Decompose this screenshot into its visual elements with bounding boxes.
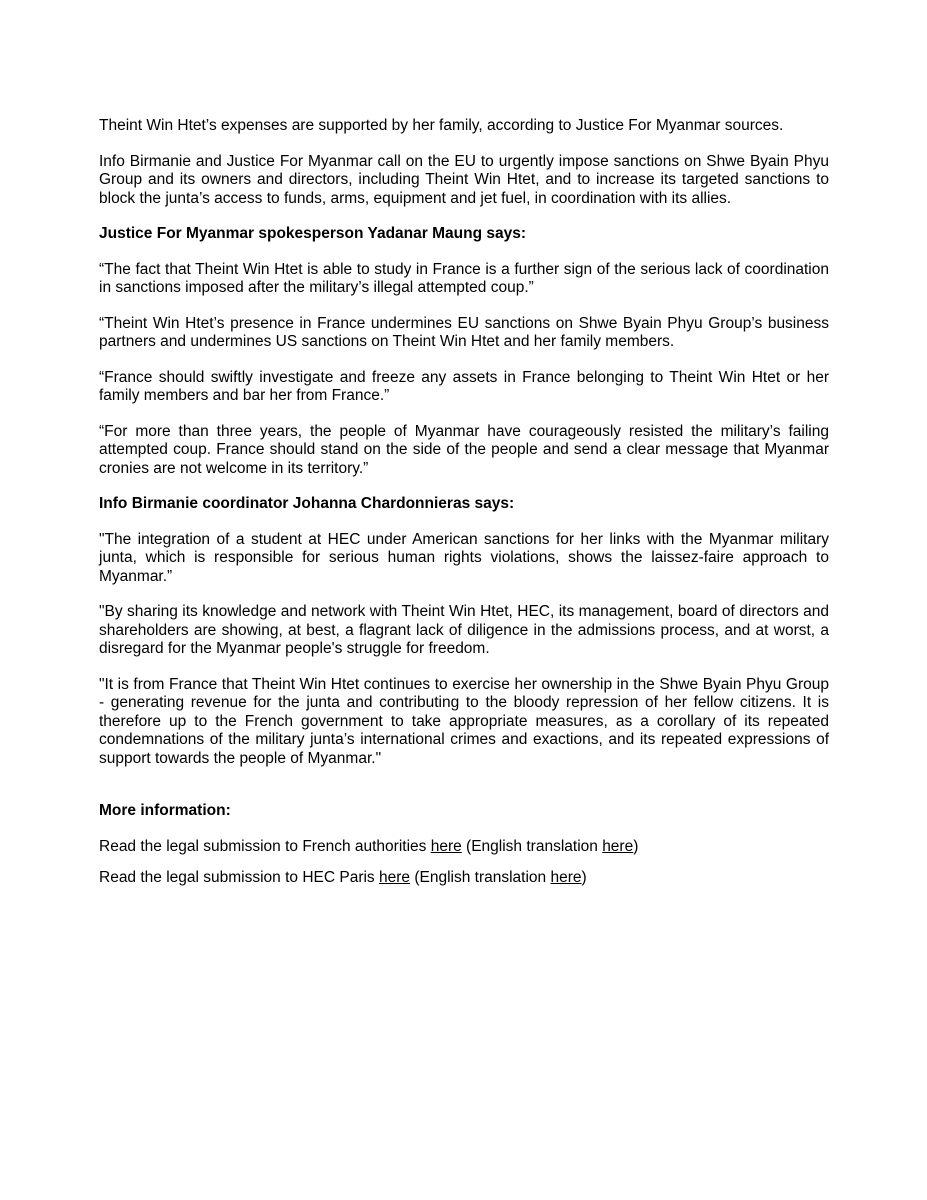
- document-page: [99, 117, 829, 901]
- quote-presence-undermines: “Theint Win Htet’s presence in France undermines EU sanctions on Shwe Byain Phyu Group’s business partners and undermines US sanctions on Theint Win Htet and her family members.: [99, 314, 829, 350]
- quote-sharing-knowledge: "By sharing its knowledge and network with Theint Win Htet, HEC, its management, board of directors and shareholders are showing, at best, a flagrant lack of diligence in the admissions process, and at worst, a disregard for the Myanmar people's struggle for freedom.: [99, 603, 829, 657]
- french-authorities-submission-link[interactable]: here: [430, 837, 462, 855]
- hec-paris-translation-link[interactable]: here: [550, 869, 582, 886]
- paragraph-expenses: Theint Win Htet’s expenses are supported by her family, according to Justice For Myanmar sources.: [99, 117, 784, 134]
- heading-more-information: More information:: [99, 802, 231, 819]
- info-line-french-authorities: [99, 838, 829, 857]
- info-line-prefix: Read the legal submission to HEC Paris: [99, 869, 379, 886]
- paragraph-call-on-eu: Info Birmanie and Justice For Myanmar call on the EU to urgently impose sanctions on Shwe Byain Phyu Group and its owners and directors, including Theint Win Htet, and to increase its targeted sanctions to block the junta’s access to funds, arms, equipment and jet fuel, in coordination with its allies.: [99, 152, 829, 207]
- info-line-suffix: ): [633, 837, 639, 855]
- info-line-hec-paris: [99, 869, 829, 888]
- french-authorities-translation-link[interactable]: here: [602, 837, 634, 855]
- quote-integration-student: "The integration of a student at HEC under American sanctions for her links with the Myanmar military junta, which is responsible for serious human rights violations, shows the laissez-faire approach to Myanmar.”: [99, 530, 829, 585]
- heading-info-birmanie-coordinator: Info Birmanie coordinator Johanna Chardonnieras says:: [99, 495, 515, 512]
- info-line-prefix: Read the legal submission to French authorities: [99, 837, 431, 855]
- info-line-middle: (English translation: [461, 837, 603, 855]
- quote-three-years: “For more than three years, the people of Myanmar have courageously resisted the military’s failing attempted coup. France should stand on the side of the people and send a clear message that Myanmar cronies are not welcome in its territory.”: [99, 422, 829, 477]
- hec-paris-submission-link[interactable]: here: [379, 869, 411, 886]
- info-line-suffix: ): [581, 869, 587, 886]
- info-line-middle: (English translation: [410, 869, 551, 886]
- quote-freeze-assets: “France should swiftly investigate and freeze any assets in France belonging to Theint Win Htet or her family members and bar her from France.”: [99, 368, 829, 404]
- quote-from-france: "It is from France that Theint Win Htet continues to exercise her ownership in the Shwe Byain Phyu Group - generating revenue for the junta and contributing to the bloody repression of her fellow citizens. It is therefore up to the French government to take appropriate measures, as a corollary of its repeated condemnations of the military junta’s international crimes and exactions, and its repeated expressions of support towards the people of Myanmar.": [99, 675, 829, 767]
- heading-jfm-spokesperson: Justice For Myanmar spokesperson Yadanar Maung says:: [99, 225, 526, 242]
- quote-study-in-france: “The fact that Theint Win Htet is able to study in France is a further sign of the serious lack of coordination in sanctions imposed after the military’s illegal attempted coup.”: [99, 260, 829, 296]
